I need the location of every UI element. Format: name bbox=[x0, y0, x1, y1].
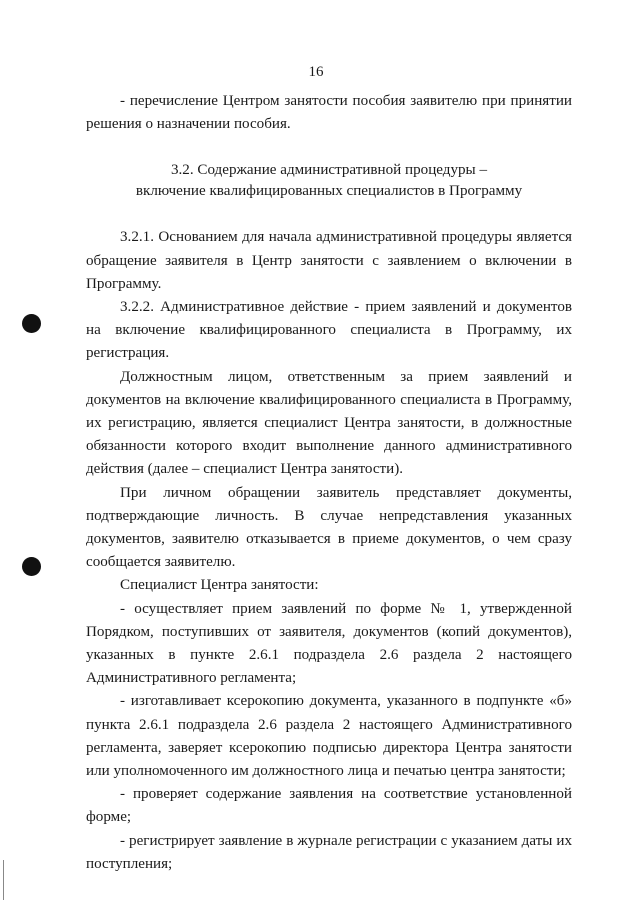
section-heading-line-1: 3.2. Содержание административной процедуры – bbox=[170, 162, 488, 179]
paragraph-3-2-2: 3.2.2. Административное действие - прием заявлений и документов на включение квалифицированного специалиста в Программу, их регистрация. bbox=[86, 299, 572, 362]
scan-edge-mark bbox=[3, 860, 4, 900]
punch-hole-upper bbox=[22, 314, 41, 333]
paragraph-responsible-person: Должностным лицом, ответственным за прием заявлений и документов на включение квалифицированного специалиста в Программу, их регистрацию, является специалист Центра занятости, в должностные обязанности которого входит выполнение данного административного действия (далее – специалист Центра занятости). bbox=[86, 368, 572, 478]
list-item-check-form: - проверяет содержание заявления на соответствие установленной форме; bbox=[86, 786, 572, 826]
paragraph-3-2-1: 3.2.1. Основанием для начала административной процедуры является обращение заявителя в Центр занятости с заявлением о включении в Программу. bbox=[86, 229, 572, 292]
list-item-accept-applications: - осуществляет прием заявлений по форме № 1, утвержденной Порядком, поступивших от заявителя, документов (копий документов), указанных в пункте 2.6.1 подраздела 2.6 раздела 2 настоящего Административного регламента; bbox=[86, 600, 572, 687]
list-item-make-copy: - изготавливает ксерокопию документа, указанного в подпункте «б» пункта 2.6.1 подраздела 2.6 раздела 2 настоящего Административного регламента, заверяет ксерокопию подписью директора Центра занятости или уполномоченного им должностного лица и печатью центра занятости; bbox=[86, 693, 572, 780]
list-item-register: - регистрирует заявление в журнале регистрации с указанием даты их поступления; bbox=[86, 832, 572, 872]
paragraph-specialist-intro: Специалист Центра занятости: bbox=[120, 577, 319, 594]
section-heading-line-2: включение квалифицированных специалистов в Программу bbox=[135, 183, 523, 200]
punch-hole-lower bbox=[22, 557, 41, 576]
page-number: 16 bbox=[308, 64, 324, 80]
document-body bbox=[86, 90, 572, 876]
paragraph-intro: - перечисление Центром занятости пособия заявителю при принятии решения о назначении пособия. bbox=[86, 93, 572, 133]
section-heading bbox=[86, 160, 572, 202]
paragraph-personal-visit: При личном обращении заявитель представляет документы, подтверждающие личность. В случае непредставления указанных документов, заявителю отказывается в приеме документов, о чем сразу сообщается заявителю. bbox=[86, 484, 572, 571]
